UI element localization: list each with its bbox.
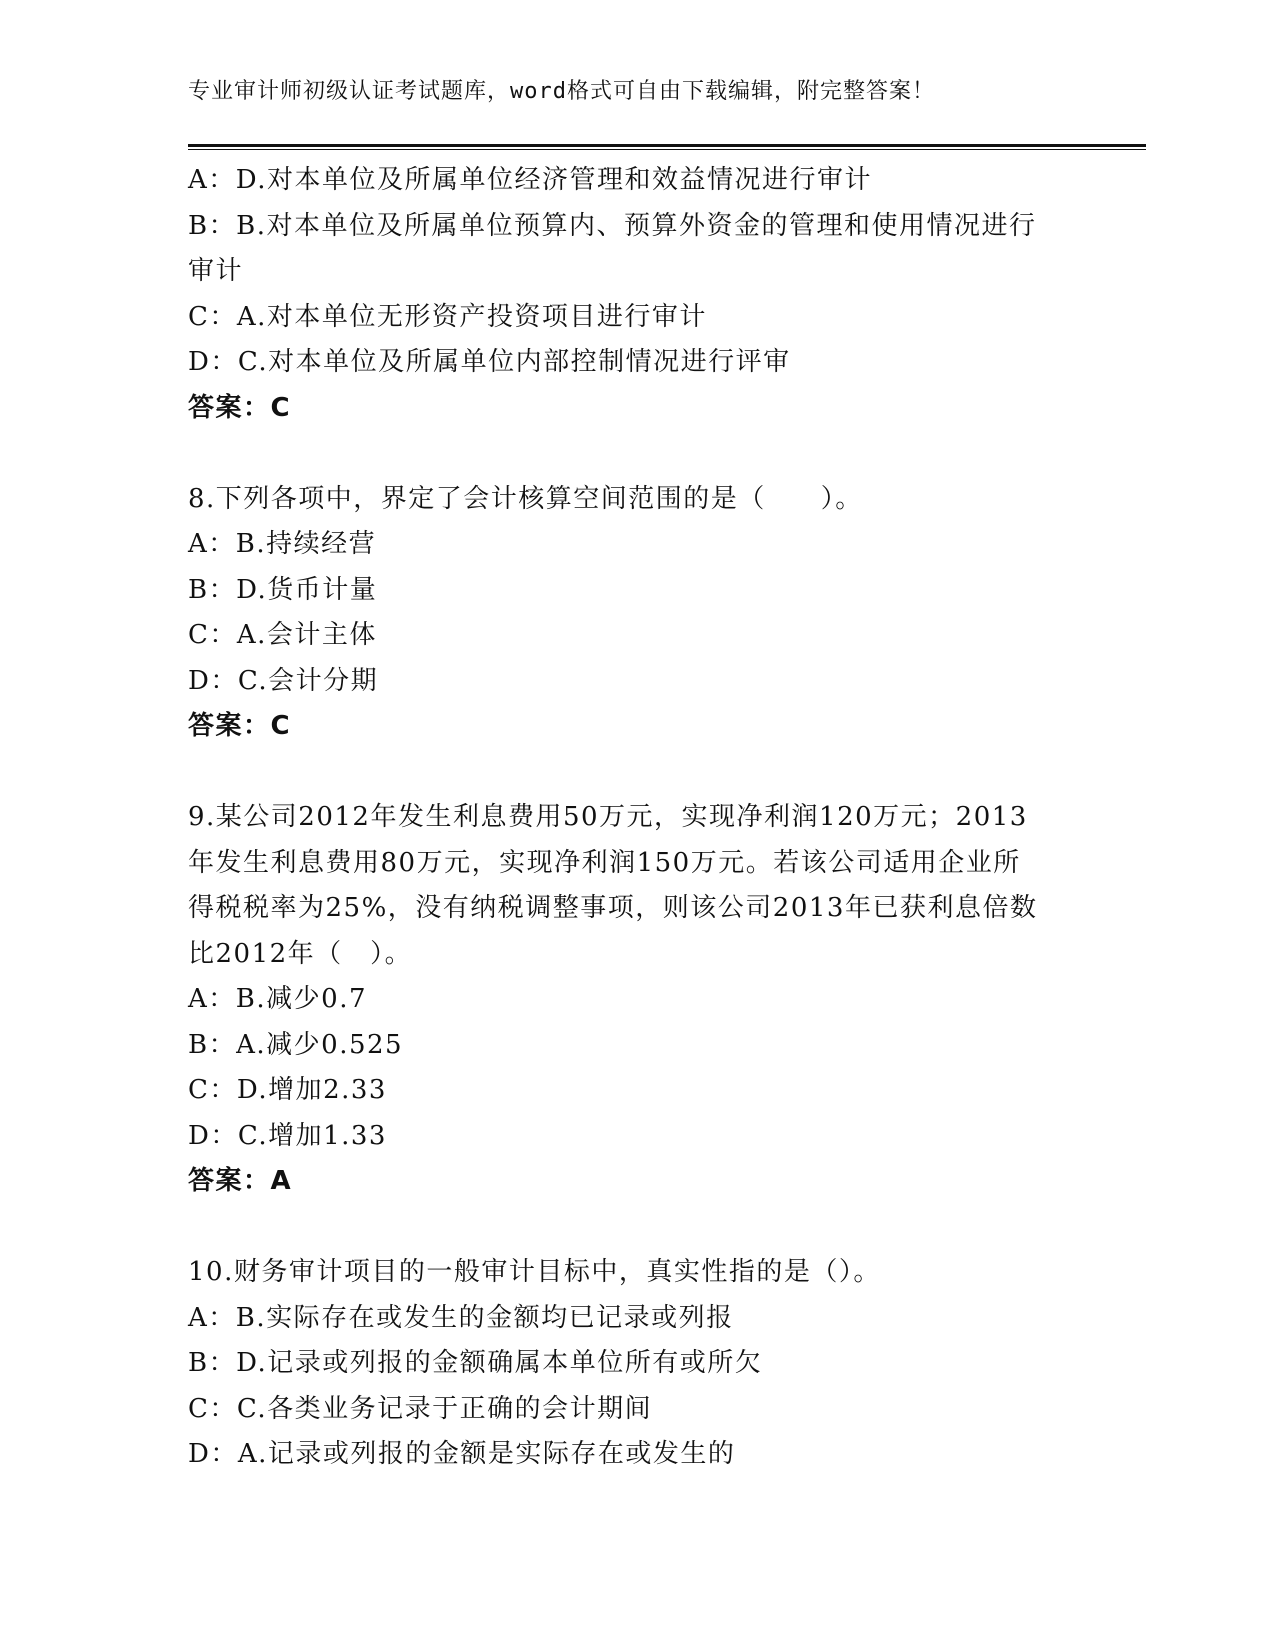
option-b-continued: 审计 bbox=[188, 256, 244, 286]
question-text-line-2: 年发生利息费用80万元，实现净利润150万元。若该公司适用企业所 bbox=[188, 847, 1021, 878]
question-text-line-3: 得税税率为25%，没有纳税调整事项，则该公司2013年已获利息倍数 bbox=[188, 893, 1038, 923]
option-d: D：C.会计分期 bbox=[188, 665, 379, 696]
option-b: B：A.减少0.525 bbox=[188, 1029, 404, 1060]
question-10 bbox=[188, 1250, 1088, 1478]
option-b: B：B.对本单位及所属单位预算内、预算外资金的管理和使用情况进行 bbox=[188, 210, 1037, 241]
option-a: A：D.对本单位及所属单位经济管理和效益情况进行审计 bbox=[188, 165, 872, 195]
question-text: 8.下列各项中，界定了会计核算空间范围的是（ ）。 bbox=[188, 483, 863, 514]
option-d: D：A.记录或列报的金额是实际存在或发生的 bbox=[188, 1439, 736, 1469]
header-rule-thin bbox=[188, 149, 1146, 150]
spacer bbox=[188, 431, 1088, 477]
option-c: C：D.增加2.33 bbox=[188, 1075, 387, 1105]
question-text-line-1: 9.某公司2012年发生利息费用50万元，实现净利润120万元；2013 bbox=[188, 802, 1028, 832]
question-9 bbox=[188, 795, 1088, 1205]
option-a: A：B.减少0.7 bbox=[188, 984, 367, 1014]
page-header: 专业审计师初级认证考试题库，word格式可自由下载编辑，附完整答案！ bbox=[188, 79, 935, 104]
question-text: 10.财务审计项目的一般审计目标中，真实性指的是（）。 bbox=[188, 1257, 881, 1287]
spacer bbox=[188, 1205, 1088, 1251]
option-c: C：A.对本单位无形资产投资项目进行审计 bbox=[188, 301, 707, 332]
header-rule-thick bbox=[188, 144, 1146, 147]
option-b: B：D.货币计量 bbox=[188, 574, 378, 605]
question-7 bbox=[188, 158, 1088, 431]
answer: 答案：C bbox=[188, 711, 292, 741]
option-c: C：C.各类业务记录于正确的会计期间 bbox=[188, 1393, 653, 1424]
option-d: D：C.对本单位及所属单位内部控制情况进行评审 bbox=[188, 347, 791, 377]
answer: 答案：C bbox=[188, 392, 292, 423]
option-a: A：B.实际存在或发生的金额均已记录或列报 bbox=[188, 1302, 734, 1333]
answer: 答案：A bbox=[188, 1166, 293, 1196]
question-text-line-4: 比2012年（ ）。 bbox=[188, 938, 413, 969]
spacer bbox=[188, 750, 1088, 796]
option-b: B：D.记录或列报的金额确属本单位所有或所欠 bbox=[188, 1348, 763, 1378]
option-c: C：A.会计主体 bbox=[188, 620, 377, 650]
option-a: A：B.持续经营 bbox=[188, 529, 377, 559]
question-8 bbox=[188, 477, 1088, 750]
option-d: D：C.增加1.33 bbox=[188, 1120, 387, 1151]
question-content bbox=[188, 158, 1088, 1478]
